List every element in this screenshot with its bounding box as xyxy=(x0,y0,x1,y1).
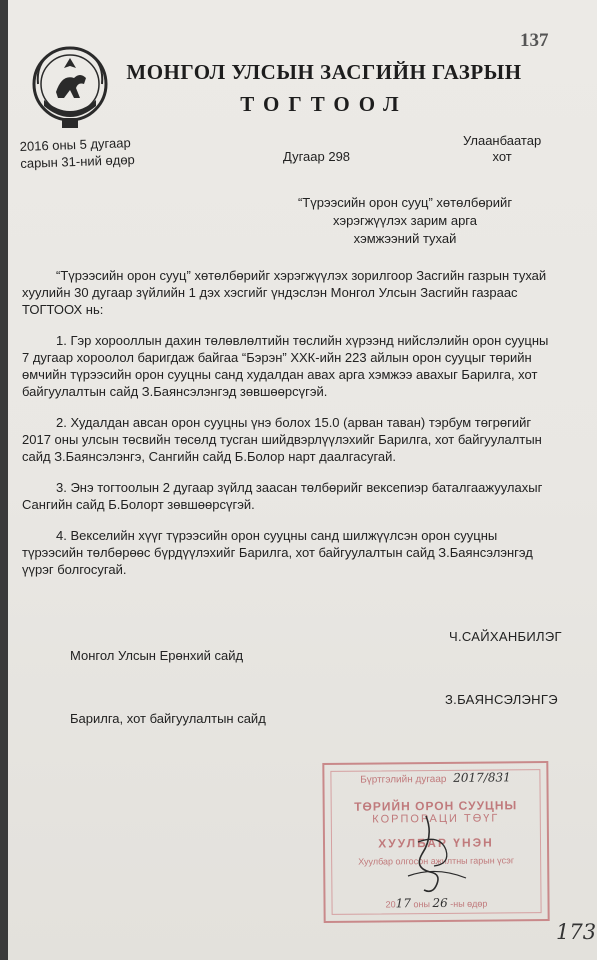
stamp-reg-number: 2017/831 xyxy=(453,770,511,785)
preamble-paragraph: “Түрээсийн орон сууц” хөтөлбөрийг хэрэгжүүлэх зорилгоор Засгийн газрын тухай хуулийн 30 дугаар зүйлийн 1 дэх хэсгийг үндэслэн Монгол Улсын Засгийн газраас ТОГТООХ нь: xyxy=(22,268,547,317)
prime-minister-title: Монгол Улсын Ерөнхий сайд xyxy=(70,648,244,663)
document-page xyxy=(8,0,597,960)
date-line-1: 2016 оны 5 дугаар xyxy=(19,135,131,154)
stamp-date-prefix: 20 xyxy=(385,899,396,910)
decree-place xyxy=(463,133,541,165)
stamp-date-year: 17 xyxy=(395,896,411,911)
stamp-date-day: 26 xyxy=(432,895,448,911)
decree-subject xyxy=(270,194,540,248)
subject-line-3: хэмжээний тухай xyxy=(353,231,457,246)
stamp-date-line xyxy=(325,895,547,911)
decree-heading: ТОГТООЛ xyxy=(240,92,408,116)
stamp-org-line-1: ТӨРИЙН ОРОН СУУЦНЫ xyxy=(354,798,518,814)
handwritten-signature-icon xyxy=(396,806,476,896)
clause-4: 4. Векселийн хүүг түрээсийн орон сууцны санд шилжүүлсэн орон сууцны түрээсийн төлбөрөөс бүрдүүлэхийг Барилга, хот байгуулалтын сайд З.Баянсэлэнгэд үүрэг болгосугай. xyxy=(22,528,533,577)
clause-2: 2. Худалдан авсан орон сууцны үнэ болох 15.0 (арван таван) тэрбум төгрөгийг 2017 оны улсын төсвийн төсөлд тусган шийдвэрлүүлэхийг Барилга, хот байгуулалтын сайд З.Баянсэлэнгэ, Сангийн сайд Б.Болор нарт даалгасугай. xyxy=(22,415,542,464)
subject-line-1: “Түрээсийн орон сууц” хөтөлбөрийг xyxy=(297,195,513,210)
stamp-reg-label: Бүртгэлийн дугаар xyxy=(360,773,447,786)
clause-3: 3. Энэ тогтоолын 2 дугаар зүйлд заасан төлбөрийг вексепиэр баталгаажуулахыг Сангийн сайд Б.Болорт зөвшөөрсүгэй. xyxy=(22,480,543,512)
minister-name: З.БАЯНСЭЛЭНГЭ xyxy=(445,692,558,707)
prime-minister-name: Ч.САЙХАНБИЛЭГ xyxy=(449,629,562,644)
stamp-registration xyxy=(324,770,546,786)
page-number: 137 xyxy=(520,30,549,51)
decree-body xyxy=(22,267,554,592)
stamp-issuer-signature-line: Хуулбар олгосон ажилтны гарын үсэг xyxy=(358,855,515,867)
stamp-date-middle: оны xyxy=(413,899,430,910)
subject-line-2: хэрэгжүүлэх зарим арга xyxy=(333,213,477,228)
stamp-copy-true: ХУУЛБАР ҮНЭН xyxy=(378,835,494,851)
stamp-date-suffix: -ны өдөр xyxy=(450,898,488,909)
decree-number: Дугаар 298 xyxy=(283,149,351,164)
government-title: МОНГОЛ УЛСЫН ЗАСГИЙН ГАЗРЫН xyxy=(126,60,522,84)
date-line-2: сарын 31-ний өдөр xyxy=(20,152,136,171)
place-line-1: Улаанбаатар xyxy=(463,133,542,148)
decree-date xyxy=(19,134,135,172)
stamp-org-line-2: КОРПОРАЦИ ТӨҮГ xyxy=(372,812,500,826)
folio-number: 173 xyxy=(556,920,597,944)
minister-title: Барилга, хот байгуулалтын сайд xyxy=(70,711,266,726)
clause-1: 1. Гэр хорооллын дахин төлөвлөлтийн төслийн хүрээнд нийслэлийн орон сууцны 7 дугаар хороолол баригдаж байгаа “Бэрэн” ХХК-ийн 223 айлын орон сууцыг төрийн өмчийн түрээсийн орон сууцны санд худалдан авах арга хэмжээ авахыг Барилга, хот байгуулалтын сайд З.Баянсэлэнгэд зөвшөөрсүгэй. xyxy=(22,333,549,399)
mongolia-state-emblem-icon xyxy=(30,44,110,132)
place-line-2: хот xyxy=(492,149,512,164)
